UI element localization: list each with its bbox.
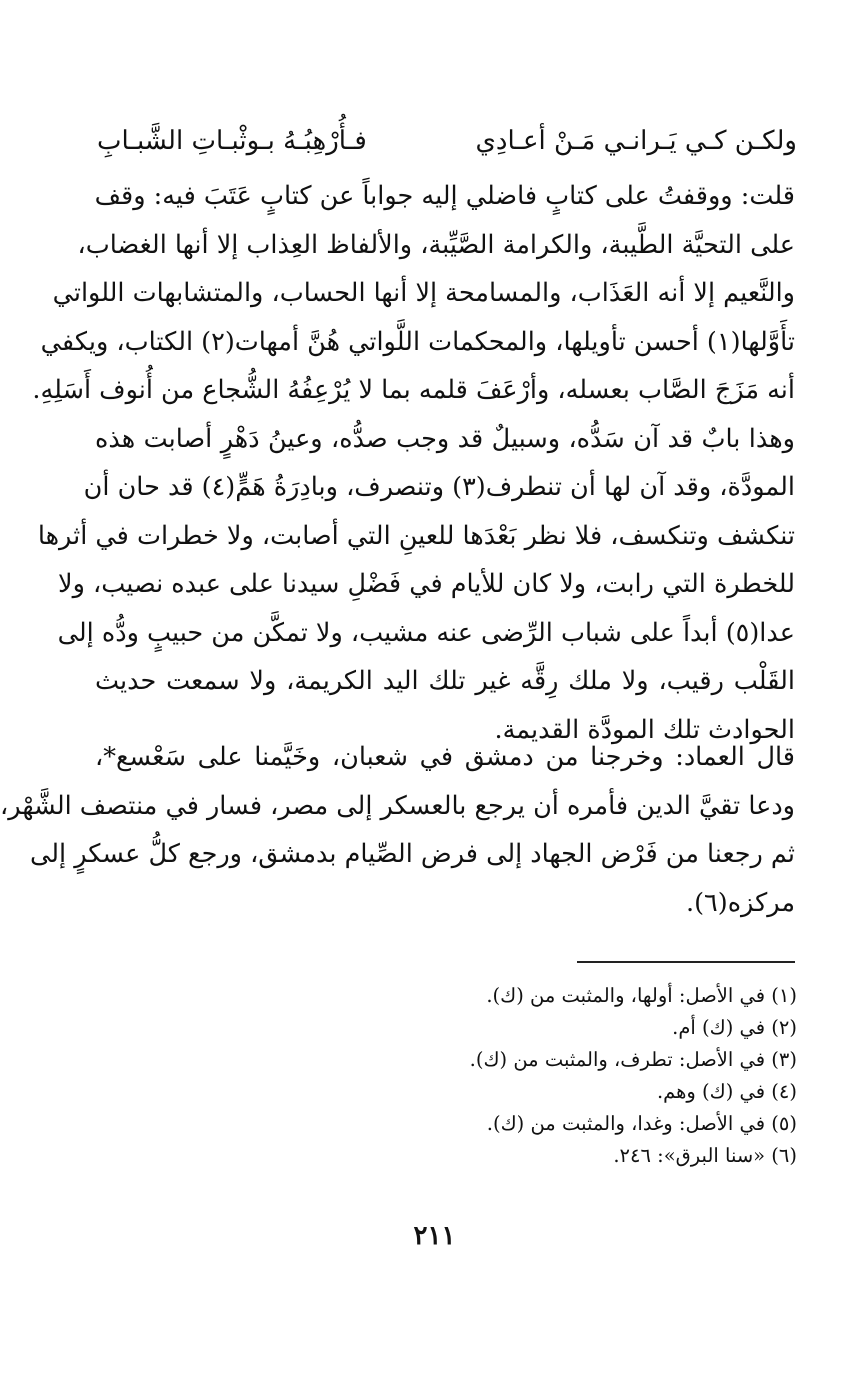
verse-hemistich-left: فـأُرْهِبُـهُ بـوثْبـاتِ الشَّبـابِ — [97, 126, 367, 156]
text-line: للخطرة التي رابت، ولا كان للأيام في فَضْلِ سيدنا على عبده نصيب، ولا — [58, 569, 795, 599]
page-number: ٢١١ — [413, 1221, 456, 1251]
text-line: ثم رجعنا من فَرْض الجهاد إلى فرض الصِّيام بدمشق، ورجع كلُّ عسكرٍ إلى — [30, 839, 795, 869]
text-line: الحوادث تلك المودَّة القديمة. — [494, 714, 795, 745]
paragraph-imad — [0, 733, 795, 927]
text-line: وهذا بابٌ قد آن سَدُّه، وسبيلٌ قد وجب صدُّه، وعينُ دَهْرٍ أصابت هذه — [95, 423, 795, 454]
text-line: قال العماد: وخرجنا من دمشق في شعبان، وخَيَّمنا على سَعْسع*، — [95, 742, 795, 772]
text-line: تأَوَّلها(١) أحسن تأويلها، والمحكمات اللَّواتي هُنَّ أمهات(٢) الكتاب، ويكفي — [40, 326, 795, 357]
footnote: (٥) في الأصل: وغدا، والمثبت من (ك). — [486, 1112, 797, 1135]
footnote: (١) في الأصل: أولها، والمثبت من (ك). — [486, 984, 797, 1007]
footnotes-list — [307, 980, 797, 1172]
poetry-verse — [97, 118, 797, 164]
footnote: (٤) في (ك) وهم. — [656, 1080, 797, 1103]
verse-hemistich-right: ولكـن كـي يَـرانـي مَـنْ أعـادِي — [475, 126, 797, 156]
footnote: (٢) في (ك) أم. — [672, 1016, 797, 1039]
text-line: ودعا تقيَّ الدين فأمره أن يرجع بالعسكر إلى مصر، فسار في منتصف الشَّهْر، — [0, 790, 795, 821]
text-line: القَلْب رقيب، ولا ملك رِقَّه غير تلك اليد الكريمة، ولا سمعت حديث — [95, 666, 795, 696]
text-line: على التحيَّة الطَّيبة، والكرامة الصَّيِّبة، والألفاظ العِذاب إلا أنها الغضاب، — [77, 229, 795, 260]
text-line: والنَّعيم إلا أنه العَذَاب، والمسامحة إلا أنها الحساب، والمتشابهات اللواتي — [52, 278, 795, 308]
text-line: المودَّة، وقد آن لها أن تنطرف(٣) وتنصرف، وبادِرَةُ هَمٍّ(٤) قد حان أن — [83, 472, 795, 502]
footnote: (٦) «سنا البرق»: ٢٤٦. — [613, 1144, 797, 1167]
paragraph-letter — [32, 172, 795, 754]
text-line: أنه مَزَجَ الصَّاب بعسله، وأرْعَفَ قلمه بما لا يُرْعِفُهُ الشُّجاع من أُنوف أَسَلِهِ. — [32, 375, 795, 405]
text-line: قلت: ووقفتُ على كتابٍ فاضلي إليه جواباً عن كتابٍ عَتَبَ فيه: وقف — [94, 181, 795, 211]
footnote-divider — [577, 961, 795, 963]
text-line: تنكشف وتنكسف، فلا نظر بَعْدَها للعينِ التي أصابت، ولا خطرات في أثرها — [37, 520, 795, 551]
text-line: عدا(٥) أبداً على شباب الرِّضى عنه مشيب، ولا تمكَّن من حبيبٍ ودُّه إلى — [57, 617, 795, 648]
footnote: (٣) في الأصل: تطرف، والمثبت من (ك). — [469, 1048, 797, 1071]
text-line: مركزه(٦). — [685, 887, 795, 918]
